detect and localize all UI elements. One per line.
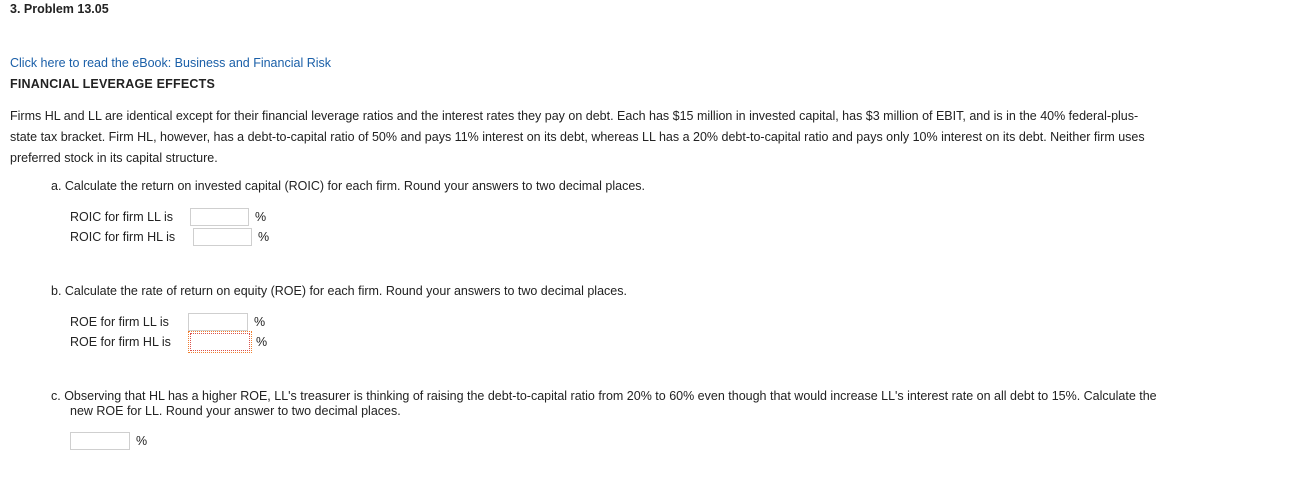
roe-ll-label: ROE for firm LL is xyxy=(70,315,169,329)
percent-unit: % xyxy=(254,315,266,329)
statement-line: Firms HL and LL are identical except for their financial leverage ratios and the interest rates they pay on debt. Each has $15 million in invested capital, has $3 million of EBIT, and is in the 40% federal-plus- xyxy=(10,109,1139,123)
roe-hl-label: ROE for firm HL is xyxy=(70,335,171,349)
roe-hl-input[interactable] xyxy=(190,333,250,351)
roic-ll-label: ROIC for firm LL is xyxy=(70,210,174,224)
section-heading: FINANCIAL LEVERAGE EFFECTS xyxy=(10,77,215,91)
question-c-line: c. Observing that HL has a higher ROE, LL's treasurer is thinking of raising the debt-to-capital ratio from 20% to 60% even though that would increase LL's interest rate on all debt to 15%. Calculate the xyxy=(51,389,1157,403)
percent-unit: % xyxy=(136,434,148,448)
question-b: b. Calculate the rate of return on equity (ROE) for each firm. Round your answers to two decimal places. xyxy=(51,284,627,298)
roe-ll-input[interactable] xyxy=(188,313,248,331)
percent-unit: % xyxy=(258,230,270,244)
problem-statement xyxy=(10,106,1285,169)
roic-hl-input[interactable] xyxy=(193,228,252,246)
question-a: a. Calculate the return on invested capital (ROIC) for each firm. Round your answers to two decimal places. xyxy=(51,179,646,193)
new-roe-ll-input[interactable] xyxy=(70,432,130,450)
question-c xyxy=(51,389,1291,418)
roic-ll-input[interactable] xyxy=(190,208,249,226)
ebook-link[interactable]: Click here to read the eBook: Business and Financial Risk xyxy=(10,56,331,70)
roic-hl-label: ROIC for firm HL is xyxy=(70,230,176,244)
question-c-line: new ROE for LL. Round your answer to two decimal places. xyxy=(70,403,401,418)
statement-line: state tax bracket. Firm HL, however, has a debt-to-capital ratio of 50% and pays 11% interest on its debt, whereas LL has a 20% debt-to-capital ratio and pays only 10% interest on its debt. Neither firm uses xyxy=(10,130,1145,144)
problem-title: 3. Problem 13.05 xyxy=(10,2,109,16)
statement-line: preferred stock in its capital structure. xyxy=(10,151,218,165)
percent-unit: % xyxy=(255,210,267,224)
percent-unit: % xyxy=(256,335,268,349)
